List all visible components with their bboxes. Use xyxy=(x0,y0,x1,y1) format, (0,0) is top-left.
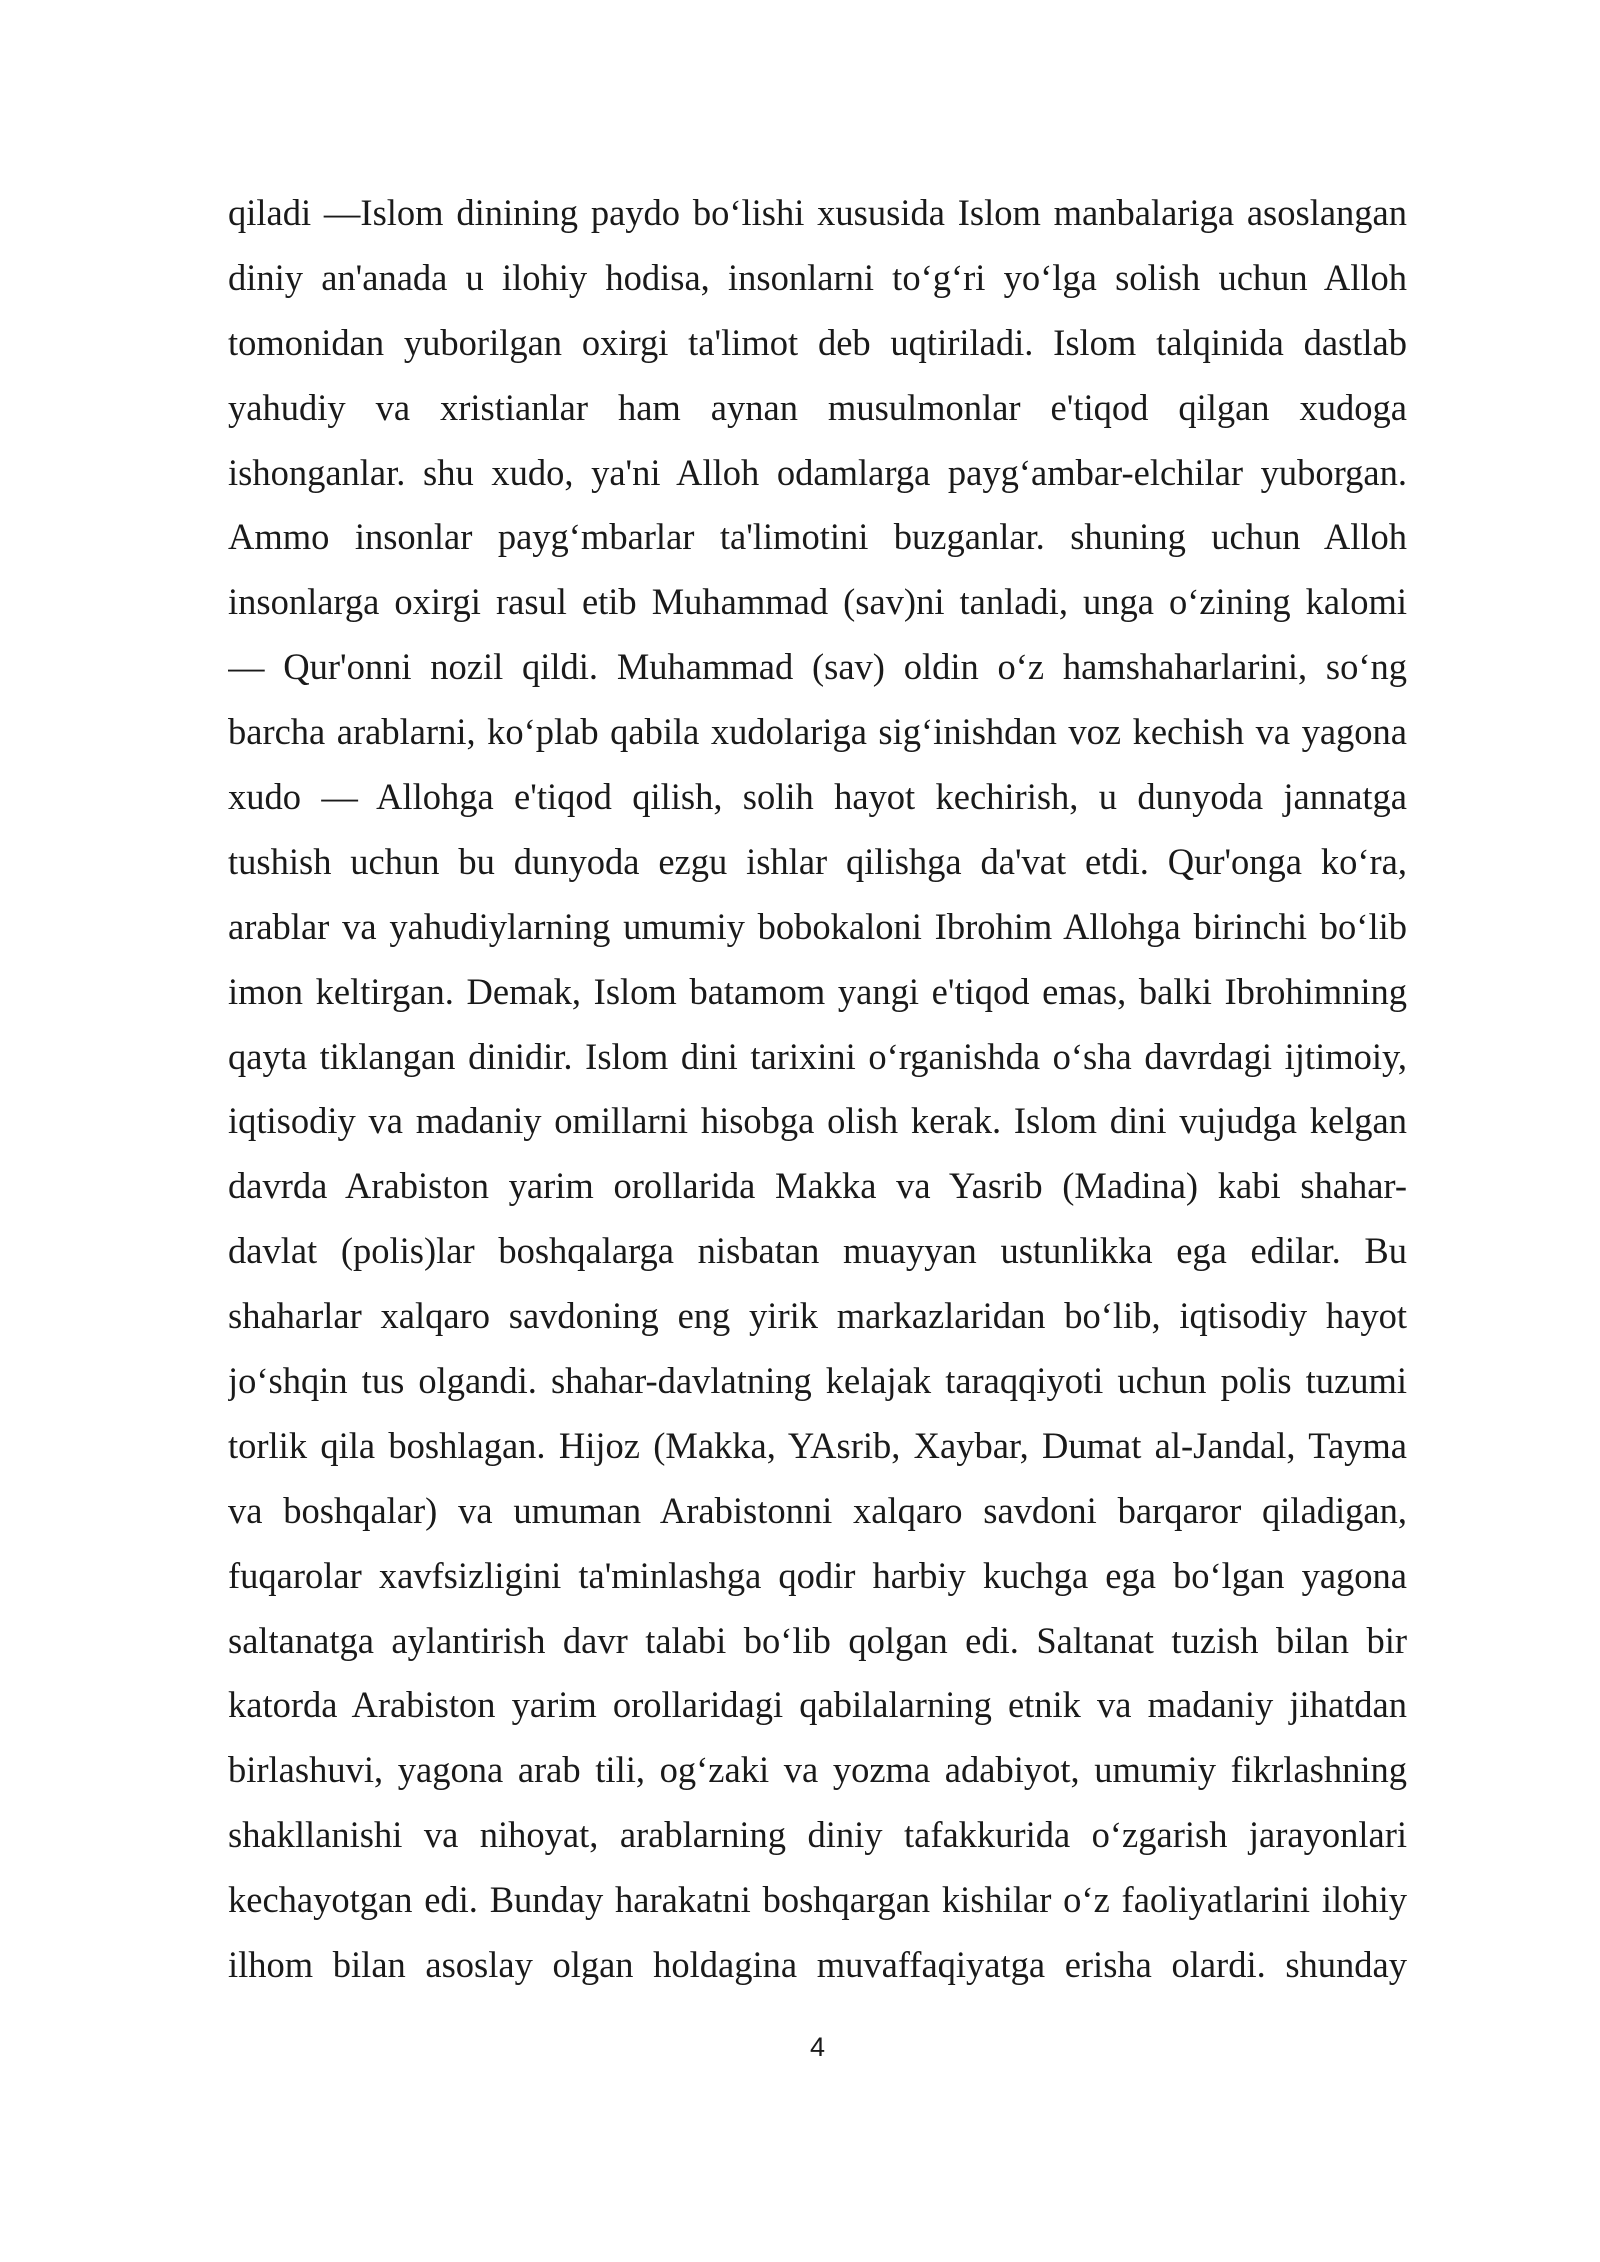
text-line: iqtisodiy va madaniy omillarni hisobga olish kerak. Islom dini vujudga kelgan xyxy=(228,1100,1407,1142)
text-line: insonlarga oxirgi rasul etib Muhammad (sav)ni tanladi, unga o‘zining kalomi xyxy=(228,581,1407,623)
text-line: qayta tiklangan dinidir. Islom dini tarixini o‘rganishda o‘sha davrdagi ijtimoiy, xyxy=(228,1035,1407,1077)
text-line: katorda Arabiston yarim orollaridagi qabilalarning etnik va madaniy jihatdan xyxy=(228,1684,1407,1726)
text-line: — Qur'onni nozil qildi. Muhammad (sav) oldin o‘z hamshaharlarini, so‘ng xyxy=(228,646,1407,688)
text-line: birlashuvi, yagona arab tili, og‘zaki va yozma adabiyot, umumiy fikrlashning xyxy=(228,1749,1407,1791)
text-line: arablar va yahudiylarning umumiy bobokaloni Ibrohim Allohga birinchi bo‘lib xyxy=(228,905,1407,947)
text-line: diniy an'anada u ilohiy hodisa, insonlarni to‘g‘ri yo‘lga solish uchun Alloh xyxy=(228,256,1407,298)
body-text xyxy=(228,181,1407,1998)
text-line: kechayotgan edi. Bunday harakatni boshqargan kishilar o‘z faoliyatlarini ilohiy xyxy=(228,1879,1407,1921)
text-line: imon keltirgan. Demak, Islom batamom yangi e'tiqod emas, balki Ibrohimning xyxy=(228,970,1407,1012)
text-line: xudo — Allohga e'tiqod qilish, solih hayot kechirish, u dunyoda jannatga xyxy=(228,776,1407,818)
text-line: torlik qila boshlagan. Hijoz (Makka, YAsrib, Xaybar, Dumat al-Jandal, Tayma xyxy=(228,1424,1407,1466)
text-line: ishonganlar. shu xudo, ya'ni Alloh odamlarga payg‘ambar-elchilar yuborgan. xyxy=(228,451,1407,493)
text-line: fuqarolar xavfsizligini ta'minlashga qodir harbiy kuchga ega bo‘lgan yagona xyxy=(228,1554,1407,1596)
text-line: shaharlar xalqaro savdoning eng yirik markazlaridan bo‘lib, iqtisodiy hayot xyxy=(228,1295,1407,1337)
text-line: barcha arablarni, ko‘plab qabila xudolariga sig‘inishdan voz kechish va yagona xyxy=(228,711,1407,753)
text-line: tomonidan yuborilgan oxirgi ta'limot deb uqtiriladi. Islom talqinida dastlab xyxy=(228,321,1407,363)
text-line: ilhom bilan asoslay olgan holdagina muvaffaqiyatga erisha olardi. shunday xyxy=(228,1944,1407,1986)
text-line: Ammo insonlar payg‘mbarlar ta'limotini buzganlar. shuning uchun Alloh xyxy=(228,516,1407,558)
text-line: saltanatga aylantirish davr talabi bo‘lib qolgan edi. Saltanat tuzish bilan bir xyxy=(228,1619,1407,1661)
text-line: qiladi —Islom dinining paydo bo‘lishi xususida Islom manbalariga asoslangan xyxy=(228,192,1407,233)
text-line: shakllanishi va nihoyat, arablarning diniy tafakkurida o‘zgarish jarayonlari xyxy=(228,1814,1407,1856)
text-line: davlat (polis)lar boshqalarga nisbatan muayyan ustunlikka ega edilar. Bu xyxy=(228,1230,1407,1272)
text-line: davrda Arabiston yarim orollarida Makka va Yasrib (Madina) kabi shahar- xyxy=(228,1165,1407,1207)
text-line: va boshqalar) va umuman Arabistonni xalqaro savdoni barqaror qiladigan, xyxy=(228,1489,1407,1531)
text-line: tushish uchun bu dunyoda ezgu ishlar qilishga da'vat etdi. Qur'onga ko‘ra, xyxy=(228,840,1407,882)
text-line: yahudiy va xristianlar ham aynan musulmonlar e'tiqod qilgan xudoga xyxy=(228,386,1407,428)
page-number: 4 xyxy=(809,2032,826,2062)
text-line: jo‘shqin tus olgandi. shahar-davlatning kelajak taraqqiyoti uchun polis tuzumi xyxy=(228,1360,1407,1402)
